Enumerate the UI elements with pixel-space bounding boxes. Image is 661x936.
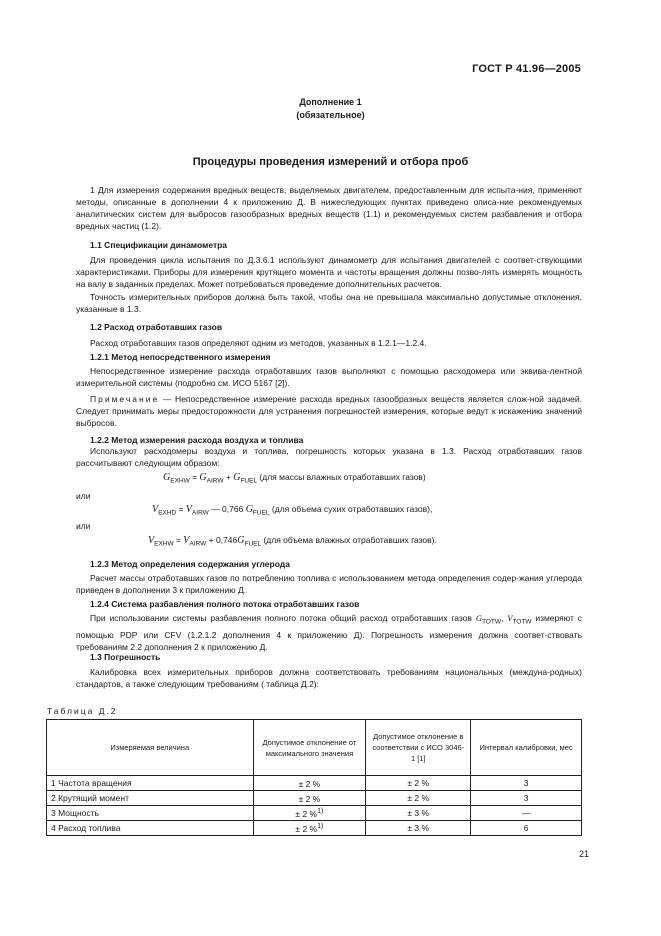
table-caption: Таблица Д.2 [47, 706, 118, 716]
annex-label: Дополнение 1 [299, 97, 362, 107]
table-cell: ± 2 % [366, 776, 471, 791]
column-header: Допустимое отклонение в соответствии с ИСО 3046-1 [1] [366, 720, 471, 776]
table-cell: ± 3 % [366, 821, 471, 836]
paragraph-1-2-4: При использовании системы разбавления полного потока общий расход отработавших газов $G_{TOTW}$, $V_{TOTW}$ измеряют с помощью PDP или CFV (1.2.1.2 дополнения 4 к приложению Д). Погрешность измерения должна соответ-ствовать требованиям 2.2 дополнения 2 к приложению Д. [76, 613, 582, 652]
table-cell: ± 2 % [253, 791, 366, 806]
paragraph-1-1a: Для проведения цикла испытания по Д.3.6.1 используют динамометр для испытания двигателей с соответ-ствующими характеристиками. Приборы для измерения крутящего момента и частоты вращения должны позво-лять измерять мощность на валу в заданных пределах. Может потребоваться проведение дополнительных расчетов. [76, 255, 582, 289]
paragraph-1-2-2: Используют расходомеры воздуха и топлива, погрешность которых указана в 1.3. Расход отработавших газов рассчитывают следующим образом: [76, 446, 582, 468]
paragraph-1-2-3: Расчет массы отработавших газов по потреблению топлива с использованием метода определения содер-жания углерода приведен в дополнении 3 к приложению Д. [76, 573, 582, 595]
note-text: — Непосредственное измерение расхода вредных газообразных веществ является слож-ной задачей. Следует принимать меры предосторожности для устранения погрешностей измерения, которые ведут к искажению значений выбросов. [76, 394, 582, 428]
column-header: Измеряемая величина [47, 720, 254, 776]
table-row [47, 776, 582, 791]
table-cell: 3 Мощность [47, 806, 254, 821]
note [76, 393, 582, 429]
table-cell: 3 [471, 776, 582, 791]
annex-status: (обязательное) [296, 110, 365, 120]
table-cell: 1 Частота вращения [47, 776, 254, 791]
note-label: Примечание [90, 394, 160, 404]
page-title: Процедуры проведения измерений и отбора проб [192, 156, 469, 168]
formula-1: $G_{EXHW} = G_{AIRW} + G_{FUEL}$ (для массы влажных отработавших газов) [163, 472, 426, 485]
table-cell: ± 2 % [253, 776, 366, 791]
annex-heading [0, 96, 661, 122]
heading-1-2-3: 1.2.3 Метод определения содержания углерода [90, 559, 290, 569]
table-cell: ± 2 %$^{1)}$ [253, 821, 366, 836]
column-header: Допустимое отклонение от максимального значения [253, 720, 366, 776]
formula-2: $V_{EXHD} = V_{AIRW}$ — 0,766 $G_{FUEL}$ (для объема сухих отработавших газов), [152, 504, 433, 517]
table-cell: 2 Крутящий момент [47, 791, 254, 806]
heading-1-2-2: 1.2.2 Метод измерения расхода воздуха и топлива [90, 435, 304, 445]
table-row [47, 791, 582, 806]
table-cell: — [471, 806, 582, 821]
heading-1-2-1: 1.2.1 Метод непосредственного измерения [90, 352, 271, 362]
page-number: 21 [578, 849, 589, 859]
paragraph-1: 1 Для измерения содержания вредных веществ, выделяемых двигателем, предоставленным для испыта-ния, применяют методы, описанные в дополнении 4 к приложению Д. В нижеследующих пунктах приведено описа-ние рекомендуемых аналитических систем для выбросов газообразных вредных веществ (1.1) и рекомендуемых систем разбавления и отбора вредных частиц (1.2). [76, 185, 582, 231]
or-label-1: или [76, 491, 91, 501]
heading-1-3: 1.3 Погрешность [90, 652, 161, 662]
column-header: Интервал калибровки, мес [471, 720, 582, 776]
table-cell: ± 3 % [366, 806, 471, 821]
heading-1-2: 1.2 Расход отработавших газов [90, 322, 223, 332]
table-cell: ± 2 %$^{1)}$ [253, 806, 366, 821]
table-cell: ± 2 % [366, 791, 471, 806]
paragraph-1-3: Калибровка всех измерительных приборов должна соответствовать требованиям национальных (междуна-родных) стандартов, а также следующим требованиям ( таблица Д.2): [76, 667, 582, 689]
table-header-row [47, 720, 582, 776]
paragraph-1-2-1: Непосредственное измерение расхода отработавших газов выполняют с помощью расходомера или эквива-лентной измерительной системы (подробно см. ИСО 5167 [2]). [76, 366, 582, 388]
heading-1-1: 1.1 Спецификации динамометра [90, 240, 228, 250]
standard-header: ГОСТ Р 41.96—2005 [472, 63, 581, 75]
table-cell: 6 [471, 821, 582, 836]
table-cell: 3 [471, 791, 582, 806]
table-row [47, 821, 582, 836]
formula-3: $V_{EXHW} = V_{AIRW} + 0,746G_{FUEL}$ (для объема влажных отработавших газов). [148, 535, 437, 548]
table-row [47, 806, 582, 821]
paragraph-1-1b: Точность измерительных приборов должна быть такой, чтобы она не превышала максимально допустимые отклонения, указанные в 1.3. [76, 292, 582, 314]
heading-1-2-4: 1.2.4 Система разбавления полного потока отработавших газов [90, 599, 360, 609]
calibration-table [46, 719, 582, 836]
or-label-2: или [76, 521, 91, 531]
paragraph-1-2: Расход отработавших газов определяют одним из методов, указанных в 1.2.1—1.2.4. [90, 338, 427, 348]
table-cell: 4 Расход топлива [47, 821, 254, 836]
